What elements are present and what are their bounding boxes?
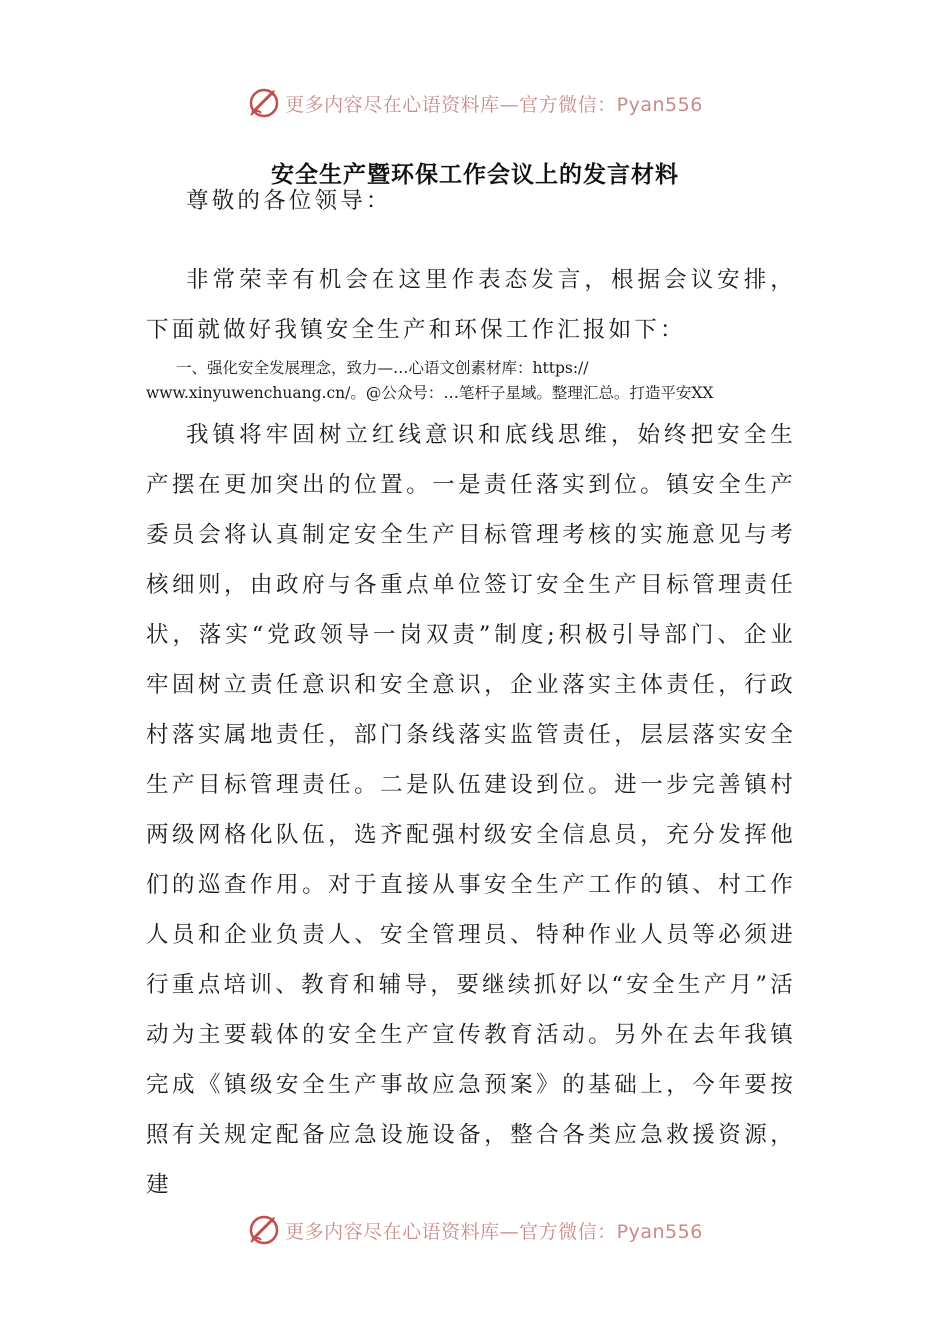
footer-banner: [0, 1205, 950, 1255]
pen-logo-icon: [247, 86, 281, 120]
header-banner: [0, 78, 950, 128]
section-heading-line-2: www.xinyuwenchuang.cn/。@公众号：…笔杆子星域。整理汇总。打造平安XX: [146, 384, 714, 402]
header-wechat-handle: Pyan556: [616, 93, 703, 116]
pen-logo-icon: [247, 1213, 281, 1247]
footer-slogan: 更多内容尽在心语资料库—官方微信：Pyan556: [285, 1220, 703, 1243]
salutation: 尊敬的各位领导：: [186, 188, 392, 214]
intro-paragraph: 非常荣幸有机会在这里作表态发言，根据会议安排，下面就做好我镇安全生产和环保工作汇报如下：: [146, 267, 796, 343]
document-title: 安全生产暨环保工作会议上的发言材料: [271, 162, 679, 188]
section-heading: [146, 356, 796, 406]
body-paragraph: 我镇将牢固树立红线意识和底线思维，始终把安全生产摆在更加突出的位置。一是责任落实到位。镇安全生产委员会将认真制定安全生产目标管理考核的实施意见与考核细则，由政府与各重点单位签订安全生产目标管理责任状，落实“党政领导一岗双责”制度;积极引导部门、企业牢固树立责任意识和安全意识，企业落实主体责任，行政村落实属地责任，部门条线落实监管责任，层层落实安全生产目标管理责任。二是队伍建设到位。进一步完善镇村两级网格化队伍，选齐配强村级安全信息员，充分发挥他们的巡查作用。对于直接从事安全生产工作的镇、村工作人员和企业负责人、安全管理员、特种作业人员等必须进行重点培训、教育和辅导，要继续抓好以“安全生产月”活动为主要载体的安全生产宣传教育活动。另外在去年我镇完成《镇级安全生产事故应急预案》的基础上，今年要按照有关规定配备应急设施设备，整合各类应急救援资源，建: [146, 422, 796, 1198]
header-slogan: 更多内容尽在心语资料库—官方微信：Pyan556: [285, 93, 703, 116]
footer-wechat-handle: Pyan556: [616, 1220, 703, 1243]
section-heading-line-1: 一、强化安全发展理念，致力—…心语文创素材库：https://: [176, 359, 589, 377]
